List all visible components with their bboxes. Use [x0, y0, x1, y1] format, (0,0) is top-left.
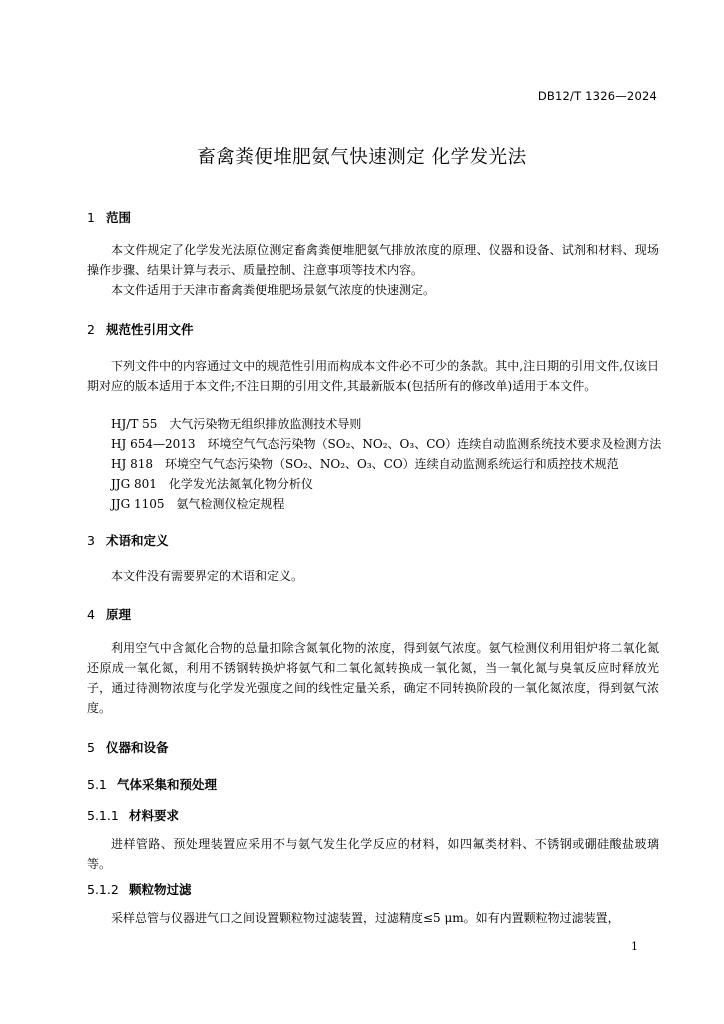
paragraph: 进样管路、预处理装置应采用不与氨气发生化学反应的材料，如四氟类材料、不锈钢或硼硅酸盐玻璃等。: [87, 837, 659, 871]
paragraph: 本文件规定了化学发光法原位测定畜禽粪便堆肥氨气排放浓度的原理、仪器和设备、试剂和材料、现场操作步骤、结果计算与表示、质量控制、注意事项等技术内容。: [87, 243, 659, 277]
paragraph: 下列文件中的内容通过文中的规范性引用而构成本文件必不可少的条款。其中,注日期的引用文件,仅该日期对应的版本适用于本文件;不注日期的引用文件,其最新版本(包括所有的修改单)适用于本文件。: [87, 359, 659, 393]
paragraph: 采样总管与仪器进气口之间设置颗粒物过滤装置，过滤精度≤5 μm。如有内置颗粒物过滤装置，: [111, 911, 620, 925]
reference-item: HJ/T 55 大气污染物无组织排放监测技术导则: [111, 417, 362, 431]
section-number: 5: [87, 740, 95, 755]
section-2-heading: [87, 320, 194, 338]
section-title: 原理: [106, 607, 132, 622]
section-5-1-2-heading: [87, 880, 192, 898]
page-number: 1: [631, 940, 638, 953]
section-title: 颗粒物过滤: [129, 882, 192, 897]
section-number: 5.1.1: [87, 808, 119, 823]
section-number: 5.1: [87, 777, 107, 792]
section-number: 1: [87, 210, 95, 225]
section-4-heading: [87, 605, 131, 623]
section-number: 2: [87, 322, 95, 337]
section-number: 5.1.2: [87, 882, 119, 897]
paragraph: 利用空气中含氮化合物的总量扣除含氮氧化物的浓度，得到氨气浓度。氨气检测仪利用钼炉将二氧化氮还原成一氧化氮，利用不锈钢转换炉将氨气和二氧化氮转换成一氧化氮，当一氧化氮与臭氧反应时释放光子，通过待测物浓度与化学发光强度之间的线性定量关系，确定不同转换阶段的一氧化氮浓度，得到氨气浓度。: [87, 641, 659, 715]
reference-item: HJ 654—2013 环境空气气态污染物（SO₂、NO₂、O₃、CO）连续自动监测系统技术要求及检测方法: [111, 437, 662, 451]
paragraph: 本文件没有需要界定的术语和定义。: [111, 569, 304, 583]
section-title: 气体采集和预处理: [117, 777, 218, 792]
section-5-heading: [87, 738, 169, 756]
section-title: 材料要求: [129, 808, 180, 823]
section-title: 术语和定义: [106, 533, 169, 548]
section-title: 规范性引用文件: [106, 322, 194, 337]
section-3-heading: [87, 531, 169, 549]
standard-code: DB12/T 1326—2024: [537, 89, 657, 103]
document-title: 畜禽粪便堆肥氨气快速测定 化学发光法: [197, 147, 527, 168]
reference-item: HJ 818 环境空气气态污染物（SO₂、NO₂、O₃、CO）连续自动监测系统运行和质控技术规范: [111, 457, 619, 471]
section-5-1-heading: [87, 775, 217, 793]
section-title: 范围: [106, 210, 132, 225]
section-number: 3: [87, 533, 95, 548]
reference-item: JJG 801 化学发光法氮氧化物分析仪: [111, 477, 313, 491]
section-title: 仪器和设备: [106, 740, 169, 755]
paragraph: 本文件适用于天津市畜禽粪便堆肥场景氨气浓度的快速测定。: [111, 283, 436, 297]
section-5-1-1-heading: [87, 806, 179, 824]
reference-item: JJG 1105 氨气检测仪检定规程: [111, 497, 285, 511]
section-number: 4: [87, 607, 95, 622]
section-1-heading: [87, 208, 131, 226]
